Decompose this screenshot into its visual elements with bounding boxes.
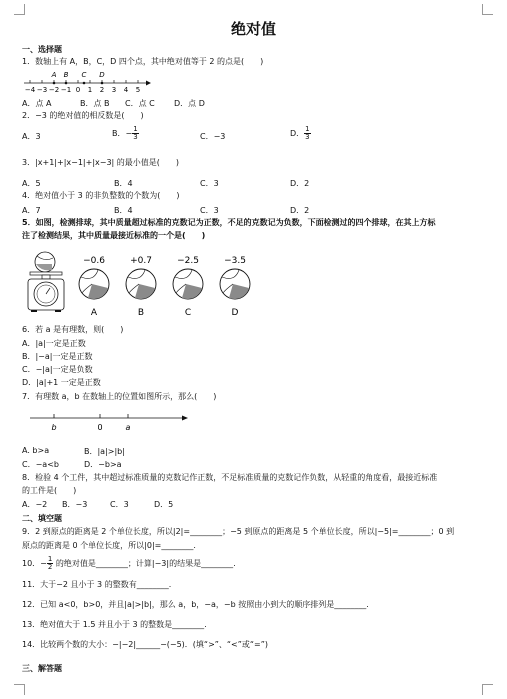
question-6: 6．若 a 是有理数，则( ) bbox=[22, 325, 124, 334]
tick-label: 0 bbox=[75, 86, 81, 94]
ball-label: C bbox=[184, 308, 192, 318]
option-b[interactable]: B．|a|>|b| bbox=[84, 447, 125, 456]
option-b[interactable]: B．4 bbox=[114, 179, 133, 188]
option-d[interactable]: D．|a|+1 一定是正数 bbox=[22, 378, 101, 387]
q1-number-line bbox=[22, 68, 152, 94]
option-b[interactable]: B．|−a|一定是正数 bbox=[22, 352, 93, 361]
ball-value: −3.5 bbox=[224, 256, 246, 266]
page-title: 绝对值 bbox=[230, 20, 276, 38]
option-c[interactable]: C．3 bbox=[110, 500, 129, 509]
option-d[interactable]: D．点 D bbox=[174, 99, 205, 108]
crop-mark bbox=[14, 684, 25, 695]
question-7: 7．有理数 a，b 在数轴上的位置如图所示，那么( ) bbox=[22, 392, 217, 401]
ball-value: +0.7 bbox=[130, 256, 152, 266]
tick-label: −3 bbox=[36, 86, 48, 94]
tick-label: −1 bbox=[60, 86, 72, 94]
crop-mark bbox=[482, 4, 493, 15]
option-b[interactable]: B．− $\frac{1}{3}$ bbox=[112, 125, 138, 141]
question-8-line-2: 的工件是( ) bbox=[22, 486, 77, 495]
option-d[interactable]: D．−b>a bbox=[84, 460, 122, 469]
question-8-line-1: 8．检验 4 个工件，其中超过标准质量的克数记作正数，不足标准质量的克数记作负数，从轻重的角度看，最接近标准 bbox=[22, 473, 438, 482]
fraction: $\frac{1}{3}$ bbox=[305, 125, 310, 141]
tick-label: 3 bbox=[111, 86, 117, 94]
point-label: C bbox=[81, 71, 87, 79]
scale-illustration bbox=[28, 252, 64, 312]
option-a[interactable]: A．−2 bbox=[22, 500, 48, 509]
question-10: 10．− $\frac{1}{2}$ 的绝对值是________；计算|−3|的结果是________. bbox=[22, 555, 236, 571]
tick-label: 2 bbox=[99, 86, 105, 94]
ball-label: B bbox=[137, 308, 145, 318]
option-a[interactable]: A. b>a bbox=[22, 446, 50, 455]
point-label: A bbox=[51, 71, 57, 79]
tick-label: −2 bbox=[48, 86, 60, 94]
option-b[interactable]: B．−3 bbox=[62, 500, 88, 509]
label-b: b bbox=[51, 423, 57, 432]
ball-value: −2.5 bbox=[177, 256, 199, 266]
tick-label: 5 bbox=[135, 86, 141, 94]
option-b[interactable]: B．点 B bbox=[80, 99, 110, 108]
option-d[interactable]: D．5 bbox=[154, 500, 174, 509]
point-B bbox=[65, 82, 68, 85]
option-a[interactable]: A．|a|一定是正数 bbox=[22, 339, 86, 348]
option-a[interactable]: A．点 A bbox=[22, 99, 52, 108]
ball-label: A bbox=[90, 308, 98, 318]
question-2: 2．−3 的绝对值的相反数是( ) bbox=[22, 111, 144, 120]
question-11: 11．大于−2 且小于 3 的整数有________. bbox=[22, 580, 172, 589]
option-c[interactable]: C．3 bbox=[200, 206, 219, 215]
crop-mark bbox=[482, 684, 493, 695]
label-zero: 0 bbox=[97, 423, 103, 432]
option-d[interactable]: D． $\frac{1}{3}$ bbox=[290, 125, 310, 141]
point-label: B bbox=[63, 71, 69, 79]
question-9-line-1: 9．2 到原点的距离是 2 个单位长度，所以|2|=________；−5 到原点的距离是 5 个单位长度，所以|−5|=________；0 到 bbox=[22, 527, 455, 536]
question-5-line-1: 5．如图，检测排球，其中质量超过标准的克数记为正数，不足的克数记为负数，下面检测过的四个排球，在其上方标 bbox=[22, 218, 436, 227]
section-heading-choice: 一、选择题 bbox=[22, 45, 62, 54]
option-d[interactable]: D．2 bbox=[290, 179, 310, 188]
section-heading-answer: 三、解答题 bbox=[22, 664, 62, 673]
question-1: 1．数轴上有 A，B，C，D 四个点，其中绝对值等于 2 的点是( ) bbox=[22, 57, 264, 66]
option-a[interactable]: A．3 bbox=[22, 132, 41, 141]
q5-figure bbox=[22, 248, 262, 318]
fraction: $\frac{1}{3}$ bbox=[133, 125, 138, 141]
label-a: a bbox=[125, 423, 131, 432]
question-14: 14．比较两个数的大小：−|−2|______−(−5)．(填“>”、“<”或“=”) bbox=[22, 640, 269, 649]
option-c[interactable]: C．−3 bbox=[200, 132, 226, 141]
option-d[interactable]: D．2 bbox=[290, 206, 310, 215]
point-A bbox=[53, 82, 56, 85]
point-D bbox=[101, 82, 104, 85]
ball-value: −0.6 bbox=[83, 256, 105, 266]
question-9-line-2: 原点的距离是 0 个单位长度，所以|0|=________. bbox=[22, 541, 196, 550]
section-heading-fill: 二、填空题 bbox=[22, 514, 62, 523]
q7-number-line bbox=[22, 408, 192, 434]
question-5-line-2: 注了检测结果，其中质量最接近标准的一个是( ) bbox=[22, 231, 206, 240]
option-c[interactable]: C．−a<b bbox=[22, 460, 59, 469]
question-13: 13．绝对值大于 1.5 并且小于 3 的整数是________. bbox=[22, 620, 207, 629]
option-a[interactable]: A．7 bbox=[22, 206, 41, 215]
tick-label: 1 bbox=[87, 86, 93, 94]
option-b[interactable]: B．4 bbox=[114, 206, 133, 215]
tick-label: 4 bbox=[123, 86, 129, 94]
point-C bbox=[83, 82, 86, 85]
ball-label: D bbox=[231, 308, 239, 318]
option-a[interactable]: A．5 bbox=[22, 179, 41, 188]
option-c[interactable]: C．3 bbox=[200, 179, 219, 188]
tick-label: −4 bbox=[24, 86, 36, 94]
option-c[interactable]: C．−|a|一定是负数 bbox=[22, 365, 93, 374]
point-label: D bbox=[99, 71, 105, 79]
fraction: $\frac{1}{2}$ bbox=[47, 555, 53, 571]
question-12: 12．已知 a<0，b>0，并且|a|>|b|，那么 a，b，−a，−b 按照由小到大的顺序排列是________. bbox=[22, 600, 369, 609]
question-3: 3．|x+1|+|x−1|+|x−3| 的最小值是( ) bbox=[22, 158, 180, 167]
option-c[interactable]: C．点 C bbox=[125, 99, 155, 108]
crop-mark bbox=[14, 4, 25, 15]
question-4: 4．绝对值小于 3 的非负整数的个数为( ) bbox=[22, 191, 180, 200]
